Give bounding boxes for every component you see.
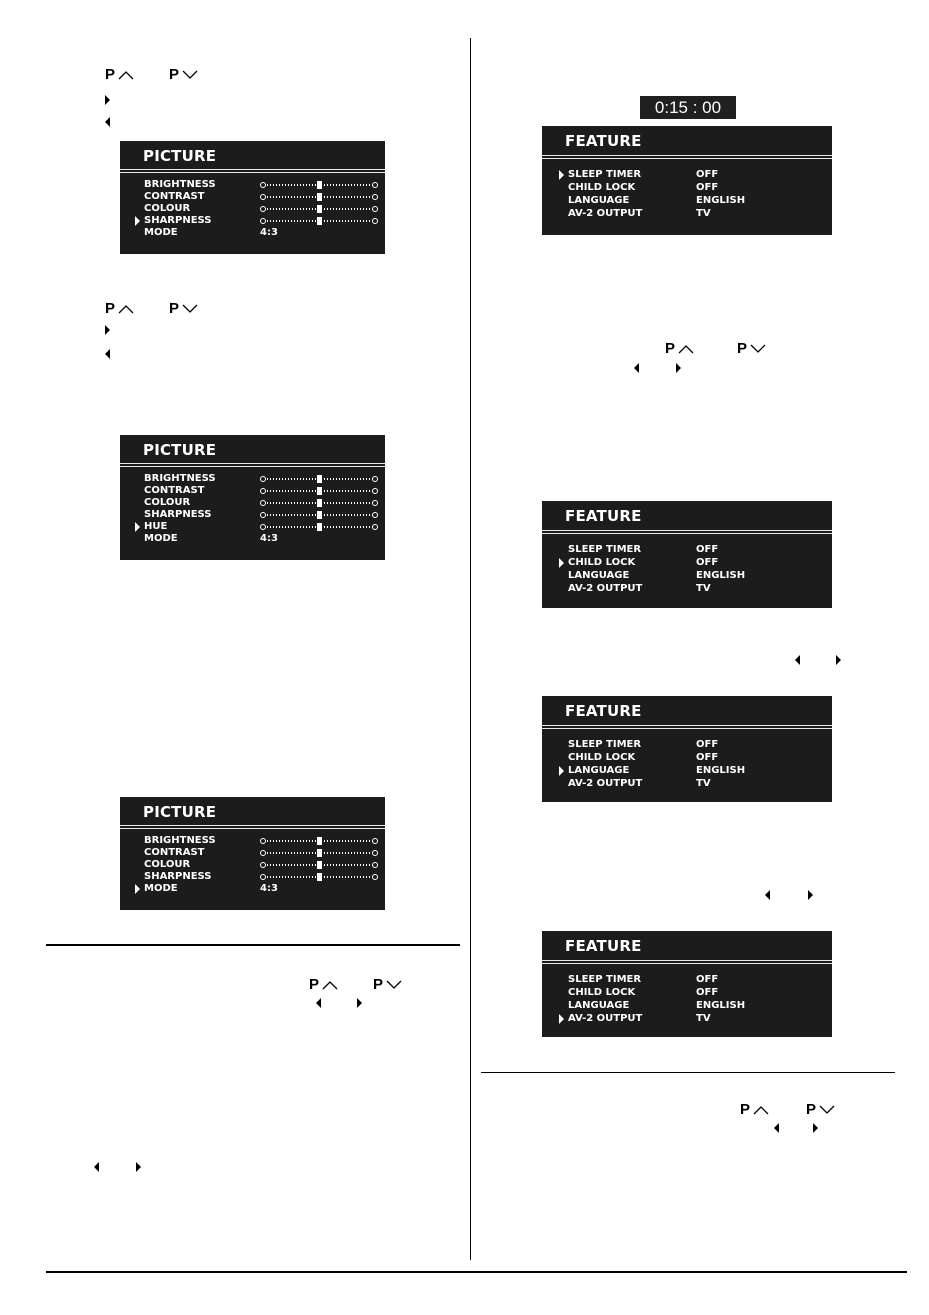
menu-row-value: OFF: [696, 182, 719, 193]
menu-row-label: CHILD LOCK: [568, 752, 636, 763]
left-arrow-icon: [765, 890, 770, 900]
menu-row-value: OFF: [696, 974, 719, 985]
slider-knob[interactable]: [317, 499, 322, 507]
plus-end-icon: [372, 512, 378, 518]
menu-title: PICTURE: [143, 803, 217, 821]
menu-row-label: AV-2 OUTPUT: [568, 778, 643, 789]
menu-row[interactable]: [144, 485, 394, 497]
menu-row[interactable]: [568, 570, 818, 582]
menu-row-label: COLOUR: [144, 859, 191, 870]
level-slider[interactable]: [260, 524, 378, 530]
plus-end-icon: [372, 218, 378, 224]
minus-end-icon: [260, 838, 266, 844]
picture-menu: [120, 797, 385, 910]
picture-menu: [120, 435, 385, 560]
title-divider: [120, 825, 385, 826]
slider-knob[interactable]: [317, 861, 322, 869]
level-slider[interactable]: [260, 206, 378, 212]
minus-end-icon: [260, 524, 266, 530]
menu-row-label: AV-2 OUTPUT: [568, 1013, 643, 1024]
menu-row[interactable]: [568, 987, 818, 999]
menu-row-value: OFF: [696, 557, 719, 568]
slider-knob[interactable]: [317, 487, 322, 495]
minus-end-icon: [260, 500, 266, 506]
left-arrow-icon: [634, 363, 639, 373]
p-letter: P: [309, 976, 320, 993]
section-rule-left: [46, 944, 460, 946]
menu-row[interactable]: [568, 583, 818, 595]
slider-knob[interactable]: [317, 837, 322, 845]
right-arrow-icon: [357, 998, 362, 1008]
menu-title: PICTURE: [143, 147, 217, 165]
menu-row-label: COLOUR: [144, 497, 191, 508]
chevron-up-icon: [753, 1105, 769, 1115]
left-arrow-icon: [94, 1162, 99, 1172]
menu-row-label: MODE: [144, 533, 178, 544]
menu-title: FEATURE: [565, 507, 642, 525]
minus-end-icon: [260, 874, 266, 880]
menu-row-label: AV-2 OUTPUT: [568, 583, 643, 594]
menu-row-label: AV-2 OUTPUT: [568, 208, 643, 219]
menu-row-label: LANGUAGE: [568, 195, 630, 206]
menu-row-value: OFF: [696, 169, 719, 180]
menu-row[interactable]: [568, 182, 818, 194]
p-up-key: [105, 301, 134, 317]
menu-row-value: ENGLISH: [696, 765, 746, 776]
p-letter: P: [665, 340, 676, 357]
plus-end-icon: [372, 862, 378, 868]
menu-row[interactable]: [568, 1000, 818, 1012]
menu-row[interactable]: [144, 521, 394, 533]
plus-end-icon: [372, 488, 378, 494]
title-divider: [542, 533, 832, 534]
minus-end-icon: [260, 862, 266, 868]
menu-row-value: TV: [696, 208, 711, 219]
menu-row-value: OFF: [696, 739, 719, 750]
slider-knob[interactable]: [317, 193, 322, 201]
p-up-key: [309, 977, 338, 993]
feature-menu: [542, 501, 832, 608]
menu-row[interactable]: [568, 974, 818, 986]
title-divider: [542, 728, 832, 729]
p-up-key: [105, 67, 134, 83]
selection-cursor-icon: [559, 170, 564, 180]
chevron-down-icon: [182, 70, 198, 80]
plus-end-icon: [372, 500, 378, 506]
left-arrow-icon: [316, 998, 321, 1008]
menu-row[interactable]: [568, 557, 818, 569]
p-letter: P: [169, 66, 180, 83]
p-letter: P: [105, 300, 116, 317]
menu-row[interactable]: [568, 1013, 818, 1025]
chevron-up-icon: [322, 980, 338, 990]
menu-row[interactable]: [144, 179, 394, 191]
plus-end-icon: [372, 206, 378, 212]
menu-title: PICTURE: [143, 441, 217, 459]
chevron-down-icon: [750, 344, 766, 354]
menu-row[interactable]: [144, 191, 394, 203]
menu-row-value: 4:3: [260, 533, 278, 544]
chevron-up-icon: [118, 304, 134, 314]
slider-knob[interactable]: [317, 181, 322, 189]
menu-title: FEATURE: [565, 937, 642, 955]
menu-row[interactable]: [568, 169, 818, 181]
menu-row[interactable]: [144, 859, 394, 871]
menu-row-label: CHILD LOCK: [568, 557, 636, 568]
slider-knob[interactable]: [317, 511, 322, 519]
chevron-down-icon: [819, 1105, 835, 1115]
menu-row-label: SLEEP TIMER: [568, 544, 642, 555]
right-arrow-icon: [676, 363, 681, 373]
menu-row-label: BRIGHTNESS: [144, 835, 216, 846]
menu-row[interactable]: [144, 509, 394, 521]
title-divider: [120, 172, 385, 173]
menu-row[interactable]: [144, 533, 394, 545]
menu-row-value: TV: [696, 778, 711, 789]
menu-row[interactable]: [568, 752, 818, 764]
right-arrow-icon: [813, 1123, 818, 1133]
p-letter: P: [373, 976, 384, 993]
slider-knob[interactable]: [317, 205, 322, 213]
chevron-up-icon: [118, 70, 134, 80]
p-letter: P: [806, 1101, 817, 1118]
level-slider[interactable]: [260, 874, 378, 880]
menu-row[interactable]: [568, 544, 818, 556]
menu-row-label: HUE: [144, 521, 168, 532]
menu-row-value: TV: [696, 583, 711, 594]
menu-row-value: OFF: [696, 544, 719, 555]
minus-end-icon: [260, 218, 266, 224]
level-slider[interactable]: [260, 194, 378, 200]
level-slider[interactable]: [260, 862, 378, 868]
chevron-down-icon: [182, 304, 198, 314]
menu-row[interactable]: [568, 778, 818, 790]
feature-menu: [542, 126, 832, 235]
menu-row-value: 4:3: [260, 883, 278, 894]
minus-end-icon: [260, 206, 266, 212]
selection-cursor-icon: [135, 884, 140, 894]
title-divider: [120, 466, 385, 467]
menu-row-label: SLEEP TIMER: [568, 974, 642, 985]
menu-row-value: OFF: [696, 987, 719, 998]
minus-end-icon: [260, 850, 266, 856]
title-divider: [542, 960, 832, 961]
menu-row[interactable]: [144, 497, 394, 509]
slider-knob[interactable]: [317, 523, 322, 531]
minus-end-icon: [260, 488, 266, 494]
menu-row-label: MODE: [144, 227, 178, 238]
menu-row-label: LANGUAGE: [568, 765, 630, 776]
right-arrow-icon: [808, 890, 813, 900]
title-divider: [542, 530, 832, 531]
selection-cursor-icon: [559, 558, 564, 568]
feature-menu: [542, 931, 832, 1037]
level-slider[interactable]: [260, 476, 378, 482]
level-slider[interactable]: [260, 850, 378, 856]
level-slider[interactable]: [260, 488, 378, 494]
p-letter: P: [740, 1101, 751, 1118]
menu-row-label: CHILD LOCK: [568, 182, 636, 193]
level-slider[interactable]: [260, 512, 378, 518]
menu-row[interactable]: [144, 847, 394, 859]
right-arrow-icon: [136, 1162, 141, 1172]
menu-row[interactable]: [144, 203, 394, 215]
level-slider[interactable]: [260, 182, 378, 188]
p-down-key: [737, 341, 766, 357]
menu-row-label: SLEEP TIMER: [568, 169, 642, 180]
menu-row-label: CONTRAST: [144, 485, 205, 496]
p-down-key: [373, 977, 402, 993]
menu-row-label: SHARPNESS: [144, 509, 212, 520]
minus-end-icon: [260, 512, 266, 518]
slider-knob[interactable]: [317, 849, 322, 857]
slider-knob[interactable]: [317, 217, 322, 225]
menu-row-label: CONTRAST: [144, 847, 205, 858]
title-divider: [542, 158, 832, 159]
feature-menu: [542, 696, 832, 802]
sleep-timer-display: 0:15 : 00: [640, 96, 736, 119]
menu-row[interactable]: [568, 739, 818, 751]
plus-end-icon: [372, 838, 378, 844]
menu-row[interactable]: [568, 765, 818, 777]
menu-row-label: BRIGHTNESS: [144, 473, 216, 484]
menu-row[interactable]: [144, 835, 394, 847]
menu-row-label: SHARPNESS: [144, 215, 212, 226]
menu-row[interactable]: [144, 227, 394, 239]
chevron-up-icon: [678, 344, 694, 354]
plus-end-icon: [372, 182, 378, 188]
menu-title: FEATURE: [565, 132, 642, 150]
slider-knob[interactable]: [317, 475, 322, 483]
chevron-down-icon: [386, 980, 402, 990]
menu-row-label: CHILD LOCK: [568, 987, 636, 998]
p-down-key: [169, 301, 198, 317]
left-arrow-icon: [774, 1123, 779, 1133]
section-rule-right: [481, 1072, 895, 1073]
menu-row-label: BRIGHTNESS: [144, 179, 216, 190]
selection-cursor-icon: [559, 766, 564, 776]
left-arrow-icon: [105, 349, 110, 359]
menu-row-label: LANGUAGE: [568, 1000, 630, 1011]
menu-row-value: ENGLISH: [696, 195, 746, 206]
left-arrow-icon: [105, 117, 110, 127]
plus-end-icon: [372, 194, 378, 200]
level-slider[interactable]: [260, 838, 378, 844]
column-divider: [470, 38, 471, 1260]
menu-row-value: OFF: [696, 752, 719, 763]
menu-row[interactable]: [568, 208, 818, 220]
menu-row-label: MODE: [144, 883, 178, 894]
menu-row[interactable]: [144, 883, 394, 895]
title-divider: [120, 463, 385, 464]
level-slider[interactable]: [260, 218, 378, 224]
left-arrow-icon: [795, 655, 800, 665]
menu-row[interactable]: [144, 871, 394, 883]
title-divider: [542, 155, 832, 156]
title-divider: [120, 828, 385, 829]
menu-row-value: 4:3: [260, 227, 278, 238]
plus-end-icon: [372, 524, 378, 530]
right-arrow-icon: [836, 655, 841, 665]
picture-menu: [120, 141, 385, 254]
title-divider: [542, 963, 832, 964]
menu-row[interactable]: [144, 473, 394, 485]
menu-row-value: ENGLISH: [696, 570, 746, 581]
p-letter: P: [737, 340, 748, 357]
title-divider: [542, 725, 832, 726]
right-arrow-icon: [105, 325, 110, 335]
selection-cursor-icon: [559, 1014, 564, 1024]
menu-row-value: TV: [696, 1013, 711, 1024]
minus-end-icon: [260, 182, 266, 188]
menu-row[interactable]: [144, 215, 394, 227]
p-letter: P: [105, 66, 116, 83]
footer-rule: [46, 1271, 907, 1273]
p-down-key: [806, 1102, 835, 1118]
menu-row-label: LANGUAGE: [568, 570, 630, 581]
plus-end-icon: [372, 850, 378, 856]
minus-end-icon: [260, 476, 266, 482]
selection-cursor-icon: [135, 216, 140, 226]
right-arrow-icon: [105, 95, 110, 105]
minus-end-icon: [260, 194, 266, 200]
menu-row-value: ENGLISH: [696, 1000, 746, 1011]
menu-title: FEATURE: [565, 702, 642, 720]
selection-cursor-icon: [135, 522, 140, 532]
menu-row-label: SLEEP TIMER: [568, 739, 642, 750]
menu-row-label: COLOUR: [144, 203, 191, 214]
plus-end-icon: [372, 874, 378, 880]
level-slider[interactable]: [260, 500, 378, 506]
p-down-key: [169, 67, 198, 83]
slider-knob[interactable]: [317, 873, 322, 881]
p-letter: P: [169, 300, 180, 317]
menu-row-label: SHARPNESS: [144, 871, 212, 882]
p-up-key: [740, 1102, 769, 1118]
plus-end-icon: [372, 476, 378, 482]
menu-row-label: CONTRAST: [144, 191, 205, 202]
title-divider: [120, 169, 385, 170]
menu-row[interactable]: [568, 195, 818, 207]
p-up-key: [665, 341, 694, 357]
